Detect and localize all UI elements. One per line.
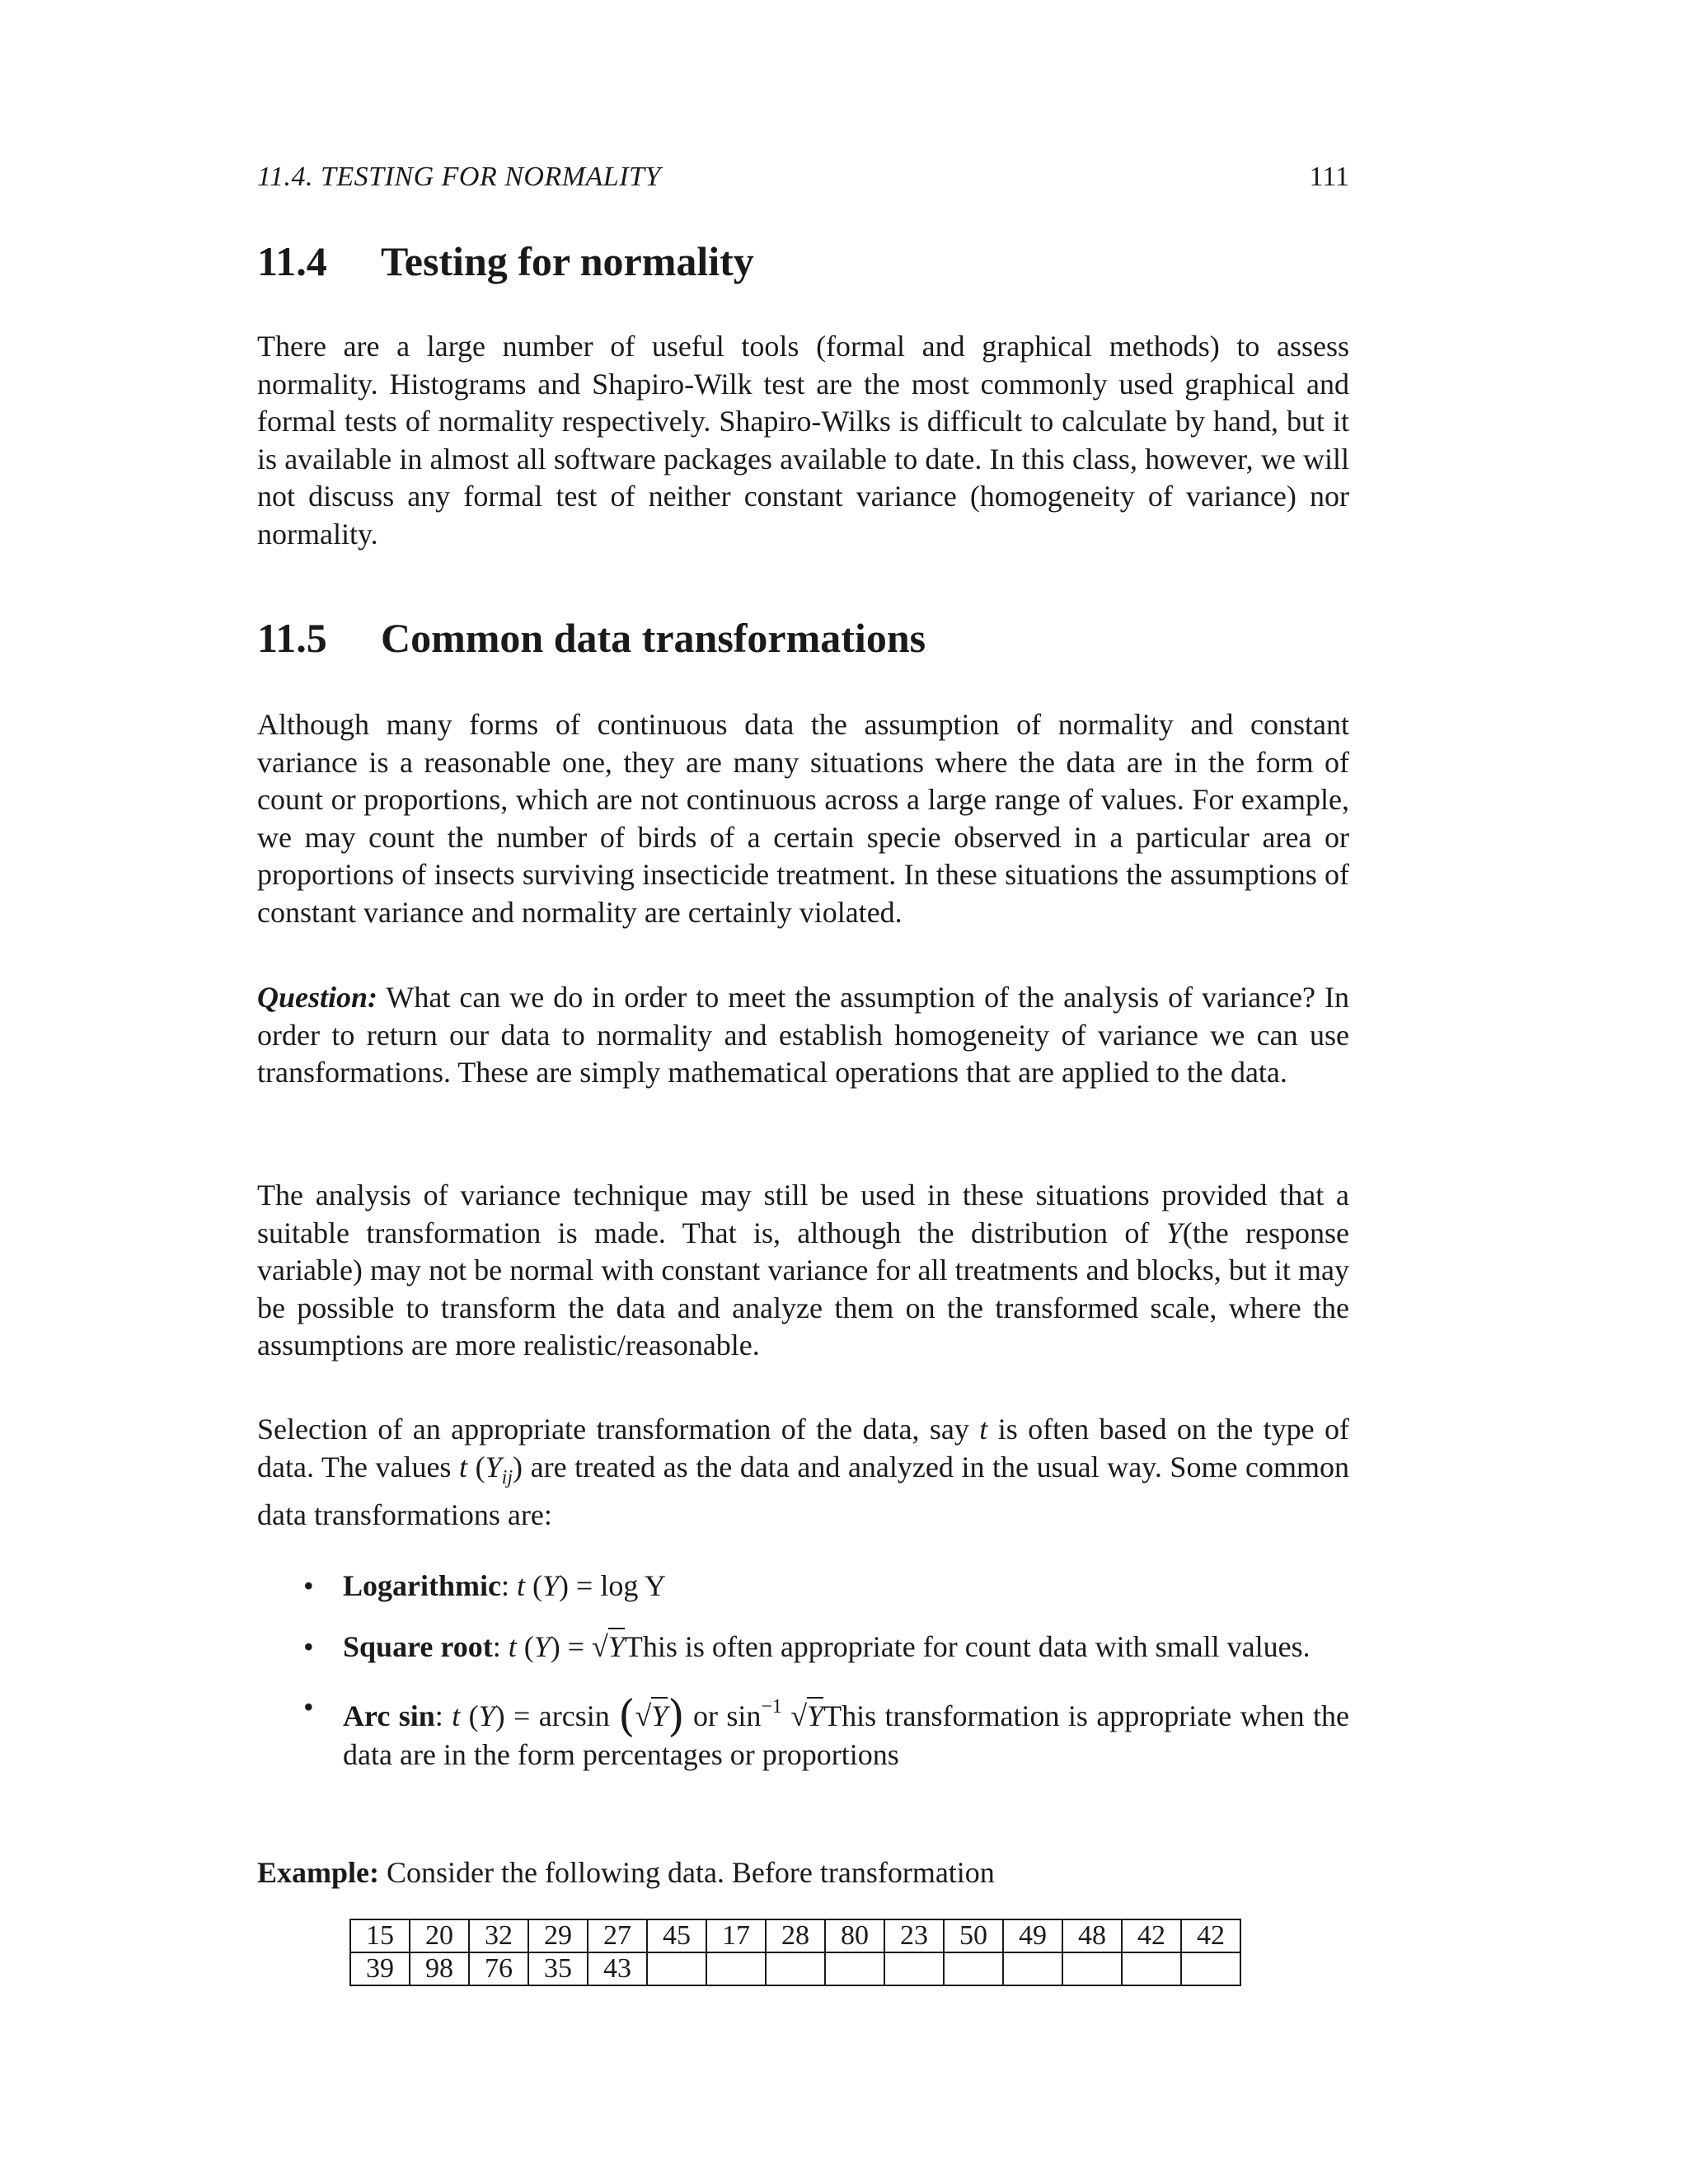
table-cell: 76 — [469, 1952, 528, 1985]
transformation-label: Logarithmic — [343, 1569, 501, 1602]
list-item-square-root: • Square root: t (Y) = √YThis is often appropriate for count data with small values. — [303, 1629, 1349, 1666]
table-cell: 20 — [410, 1919, 469, 1952]
table-cell: 49 — [1003, 1919, 1062, 1952]
transformation-label: Square root — [343, 1629, 493, 1663]
section-heading-11-5 — [257, 613, 926, 663]
expr-y: Y — [485, 1450, 502, 1483]
sqrt-symbol: √Y — [790, 1698, 823, 1736]
table-cell — [1062, 1952, 1122, 1985]
selection-text-b: is often based on the type of data. The values — [257, 1413, 1349, 1483]
expr-close-paren: ) — [513, 1450, 523, 1483]
transformation-note: This transformation is appropriate when the data are in the form percentages or proportions — [343, 1699, 1350, 1771]
expr-subscript: ij — [501, 1466, 513, 1488]
table-row — [350, 1952, 1240, 1985]
table-cell: 27 — [588, 1919, 647, 1952]
variable-t: t — [979, 1413, 988, 1446]
variable-y: Y — [1165, 1216, 1183, 1249]
table-cell — [1181, 1952, 1240, 1985]
table-cell: 35 — [528, 1952, 588, 1985]
list-item-arc-sin: • Arc sin: t (Y) = arcsin (√Y) or $\sin^{-1}$ √YThis transformation is appropriate when the data are in the form percentages or proportions — [303, 1689, 1349, 1774]
sqrt-symbol: √Y — [592, 1629, 625, 1666]
transformation-note: This is often appropriate for count data with small values. — [624, 1629, 1311, 1663]
section-title: Testing for normality — [381, 238, 754, 284]
list-item-logarithmic: • Logarithmic: t (Y) = log Y — [303, 1568, 1349, 1605]
table-cell: 50 — [944, 1919, 1003, 1952]
table-cell: 32 — [469, 1919, 528, 1952]
table-cell — [647, 1952, 706, 1985]
table-cell — [706, 1952, 766, 1985]
table-cell: 28 — [766, 1919, 825, 1952]
transformations-intro-paragraph: Although many forms of continuous data the assumption of normality and constant variance is a reasonable one, they are many situations where the data are in the form of count or proportions, which are not continuous across a large range of values. For example, we may count the number of birds of a certain specie observed in a particular area or proportions of insects surviving insecticide treatment. In these situations the assumptions of constant variance and normality are certainly violated. — [257, 708, 1349, 929]
table-cell — [766, 1952, 825, 1985]
table-cell — [944, 1952, 1003, 1985]
selection-text-a: Selection of an appropriate transformation of the data, say — [257, 1413, 980, 1446]
transformation-list — [303, 1568, 1349, 1774]
question-paragraph — [257, 979, 1349, 1092]
running-head — [257, 162, 1349, 201]
table-cell: 17 — [706, 1919, 766, 1952]
sqrt-symbol: √Y — [635, 1698, 668, 1736]
example-paragraph — [257, 1854, 1349, 1892]
anova-text-a: The analysis of variance technique may still be used in these situations provided that a suitable transformation is made. That is, although the distribution of — [257, 1179, 1349, 1249]
transformation-label: Arc sin — [343, 1699, 435, 1732]
normality-paragraph: There are a large number of useful tools (formal and graphical methods) to assess normality. Histograms and Shapiro-Wilk test are the most commonly used graphical and formal tests of normality respectively. Shapiro-Wilks is difficult to calculate by hand, but it is available in almost all software packages available to date. In this class, however, we will not discuss any formal test of neither constant variance (homogeneity of variance) nor normality. — [257, 330, 1349, 551]
table-cell: 80 — [825, 1919, 884, 1952]
table-cell — [1003, 1952, 1062, 1985]
example-text: Consider the following data. Before transformation — [379, 1856, 995, 1889]
question-label: Question: — [257, 981, 378, 1014]
question-text: What can we do in order to meet the assumption of the analysis of variance? In order to return our data to normality and establish homogeneity of variance we can use transformations. These are simply mathematical operations that are applied to the data. — [257, 981, 1349, 1089]
table-cell: 42 — [1181, 1919, 1240, 1952]
table-cell — [1122, 1952, 1181, 1985]
table-cell: 48 — [1062, 1919, 1122, 1952]
section-title: Common data transformations — [381, 615, 926, 661]
table-cell: 42 — [1122, 1919, 1181, 1952]
table-cell: 29 — [528, 1919, 588, 1952]
selection-paragraph — [257, 1411, 1349, 1535]
section-number: 11.4 — [257, 238, 327, 284]
expr-open-paren: ( — [467, 1450, 485, 1483]
anova-paragraph — [257, 1177, 1349, 1365]
section-heading-11-4 — [257, 237, 754, 286]
table-cell: 43 — [588, 1952, 647, 1985]
table-cell: 98 — [410, 1952, 469, 1985]
table-cell — [825, 1952, 884, 1985]
table-cell — [884, 1952, 944, 1985]
data-table — [349, 1919, 1241, 1986]
selection-text-c: are treated as the data and analyzed in the usual way. Some common data transformations are: — [257, 1450, 1350, 1531]
example-label: Example: — [257, 1856, 379, 1889]
running-head-title: 11.4. TESTING FOR NORMALITY — [257, 162, 661, 192]
page-number: 111 — [1309, 162, 1349, 192]
table-cell: 23 — [884, 1919, 944, 1952]
table-cell: 15 — [350, 1919, 410, 1952]
anova-text-b: (the response variable) may not be normal with constant variance for all treatments and blocks, but it may be possible to transform the data and analyze them on the transformed scale, where the assumptions are more realistic/reasonable. — [257, 1216, 1349, 1361]
table-cell: 39 — [350, 1952, 410, 1985]
table-row — [350, 1919, 1240, 1952]
table-cell: 45 — [647, 1919, 706, 1952]
log-formula: log Y — [600, 1569, 667, 1602]
section-number: 11.5 — [257, 615, 327, 661]
expr-t: t — [459, 1450, 468, 1483]
